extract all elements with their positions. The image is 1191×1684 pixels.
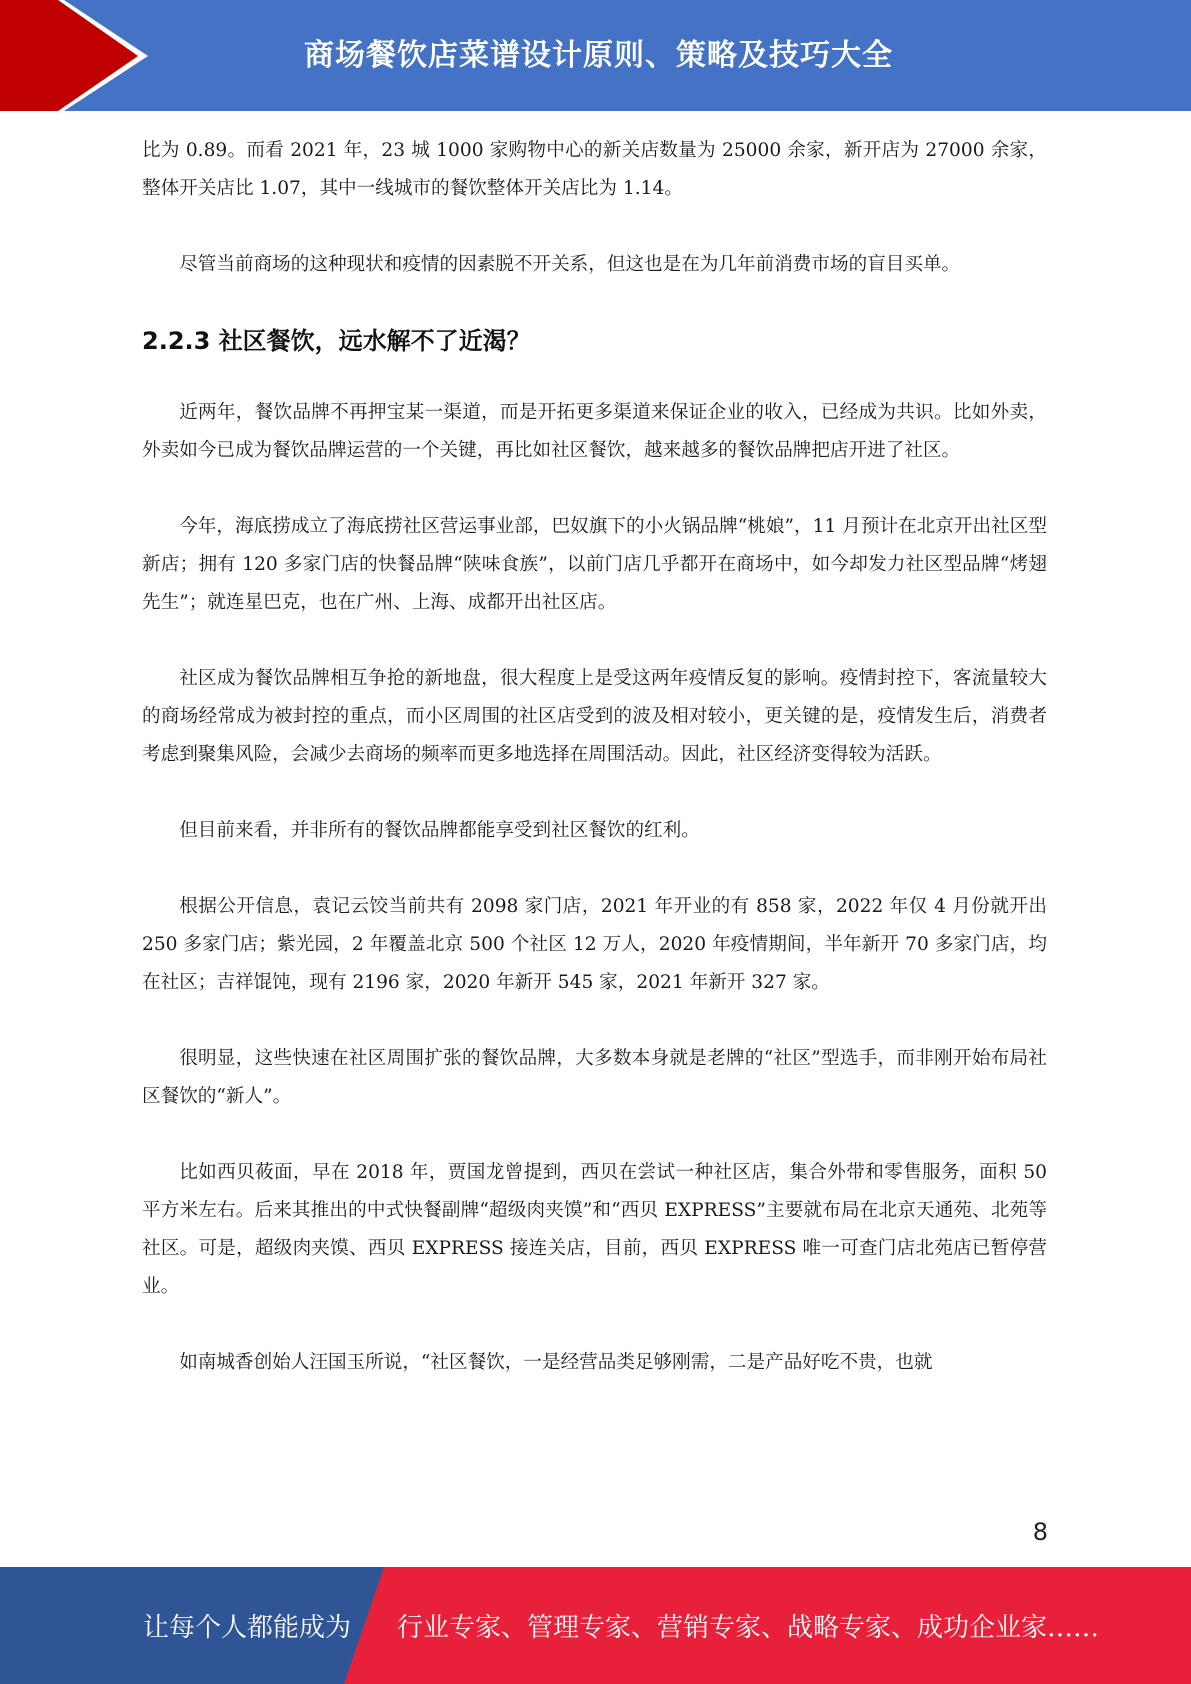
document-body — [142, 132, 1047, 1420]
paragraph-7: 根据公开信息，袁记云饺当前共有 2098 家门店，2021 年开业的有 858 家，2022 年仅 4 月份就开出 250 多家门店；紫光园，2 年覆盖北京 500 个社区 12 万人，2020 年疫情期间，半年新开 70 多家门店，均在社区；吉祥馄饨，现有 2196 家，2020 年新开 545 家，2021 年新开 327 家。 — [142, 896, 1047, 993]
paragraph-8: 很明显，这些快速在社区周围扩张的餐饮品牌，大多数本身就是老牌的“社区”型选手，而非刚开始布局社区餐饮的“新人”。 — [142, 1048, 1047, 1107]
page-footer — [0, 1567, 1191, 1684]
paragraph-10: 如南城香创始人汪国玉所说，“社区餐饮，一是经营品类足够刚需，二是产品好吃不贵，也就 — [179, 1352, 933, 1373]
section-heading: 2.2.3 社区餐饮，远水解不了近渴？ — [142, 327, 531, 355]
paragraph-4: 今年，海底捞成立了海底捞社区营运事业部，巴奴旗下的小火锅品牌“桃娘”，11 月预计在北京开出社区型新店；拥有 120 多家门店的快餐品牌“陕味食族”，以前门店几乎都开在商场中，如今却发力社区型品牌“烤翅先生”；就连星巴克，也在广州、上海、成都开出社区店。 — [142, 516, 1047, 613]
paragraph-3: 近两年，餐饮品牌不再押宝某一渠道，而是开拓更多渠道来保证企业的收入，已经成为共识。比如外卖，外卖如今已成为餐饮品牌运营的一个关键，再比如社区餐饮，越来越多的餐饮品牌把店开进了社区。 — [142, 402, 1047, 461]
paragraph-5: 社区成为餐饮品牌相互争抢的新地盘，很大程度上是受这两年疫情反复的影响。疫情封控下，客流量较大的商场经常成为被封控的重点，而小区周围的社区店受到的波及相对较小，更关键的是，疫情发生后，消费者考虑到聚集风险，会减少去商场的频率而更多地选择在周围活动。因此，社区经济变得较为活跃。 — [142, 668, 1047, 765]
page-number: 8 — [1032, 1518, 1048, 1546]
paragraph-2: 尽管当前商场的这种现状和疫情的因素脱不开关系，但这也是在为几年前消费市场的盲目买单。 — [179, 254, 961, 275]
paragraph-1: 比为 0.89。而看 2021 年，23 城 1000 家购物中心的新关店数量为 25000 余家，新开店为 27000 余家，整体开关店比 1.07，其中一线城市的餐饮整体开关店比为 1.14。 — [142, 140, 1047, 199]
paragraph-9: 比如西贝莜面，早在 2018 年，贾国龙曾提到，西贝在尝试一种社区店，集合外带和零售服务，面积 50 平方米左右。后来其推出的中式快餐副牌“超级肉夹馍”和“西贝 EXPRESS”主要就布局在北京天通苑、北苑等社区。可是，超级肉夹馍、西贝 EXPRESS 接连关店，目前，西贝 EXPRESS 唯一可查门店北苑店已暂停营业。 — [142, 1162, 1047, 1297]
footer-slogan-right: 行业专家、管理专家、营销专家、战略专家、成功企业家…… — [397, 1613, 1100, 1643]
page-header — [0, 0, 1191, 111]
footer-slogan-left: 让每个人都能成为 — [143, 1613, 352, 1643]
header-title: 商场餐饮店菜谱设计原则、策略及技巧大全 — [304, 38, 893, 73]
paragraph-6: 但目前来看，并非所有的餐饮品牌都能享受到社区餐饮的红利。 — [179, 820, 700, 841]
